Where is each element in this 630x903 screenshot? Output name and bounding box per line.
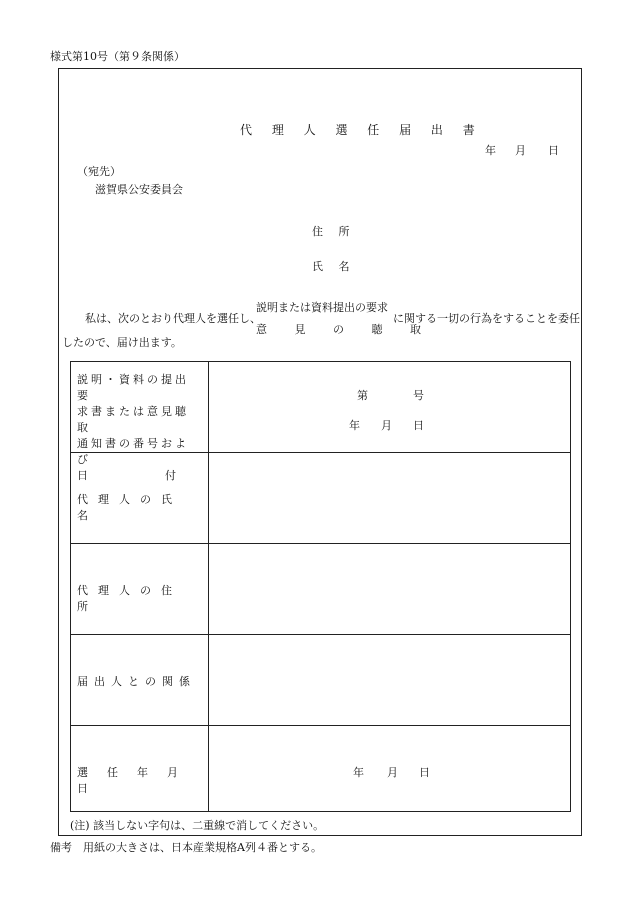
row1-date-year: 年 — [349, 419, 360, 432]
row3-label — [77, 582, 202, 614]
row3-label-text: 代理人の住所 — [77, 584, 182, 613]
row4-label-text: 届出人との関係 — [77, 675, 196, 688]
applicant-name-label: 氏 名 — [312, 260, 356, 273]
row5-date-day: 日 — [419, 766, 430, 779]
statement-choice-bottom: 意 見 の 聴 取 — [256, 323, 433, 336]
row1-label-line: 日 付 — [77, 469, 176, 482]
info-table — [70, 361, 571, 812]
table-column-divider — [208, 362, 209, 811]
statement-part1: 私は、次のとおり代理人を選任し、 — [85, 312, 261, 325]
row5-date-month: 月 — [387, 766, 398, 779]
row2-label — [77, 491, 202, 523]
row5-label — [77, 764, 202, 796]
row1-label — [77, 372, 202, 484]
row1-date-month: 月 — [381, 419, 392, 432]
row4-label — [77, 673, 202, 689]
statement-line2: したので、届け出ます。 — [62, 336, 182, 349]
statement-choice-top: 説明または資料提出の要求 — [256, 301, 388, 314]
applicant-address-label: 住 所 — [312, 225, 356, 238]
footnote: (注) 該当しない字句は、二重線で消してください。 — [70, 819, 325, 832]
row1-date-day: 日 — [413, 419, 424, 432]
row1-label-line: 求書または意見聴取 — [77, 405, 189, 434]
row1-number-suffix: 号 — [413, 389, 424, 402]
date-day: 日 — [548, 144, 559, 157]
date-year: 年 — [485, 144, 496, 157]
page-title: 代 理 人 選 任 届 出 書 — [240, 123, 483, 137]
remarks: 備考 用紙の大きさは、日本産業規格A列４番とする。 — [50, 841, 322, 854]
date-month: 月 — [515, 144, 526, 157]
statement-part2: に関する一切の行為をすることを委任 — [393, 312, 580, 325]
row1-label-line: 通知書の番号および — [77, 437, 189, 466]
row1-number-prefix: 第 — [357, 389, 368, 402]
addressee-label: （宛先） — [77, 165, 121, 178]
row5-label-text: 選任年月日 — [77, 766, 197, 795]
form-number: 様式第10号（第９条関係） — [50, 50, 185, 63]
table-row-divider — [71, 634, 570, 635]
row1-label-line: 説明・資料の提出要 — [77, 373, 189, 402]
table-row-divider — [71, 543, 570, 544]
row2-label-text: 代理人の氏名 — [77, 493, 182, 522]
table-row-divider — [71, 725, 570, 726]
row5-date-year: 年 — [353, 766, 364, 779]
addressee: 滋賀県公安委員会 — [95, 183, 183, 196]
